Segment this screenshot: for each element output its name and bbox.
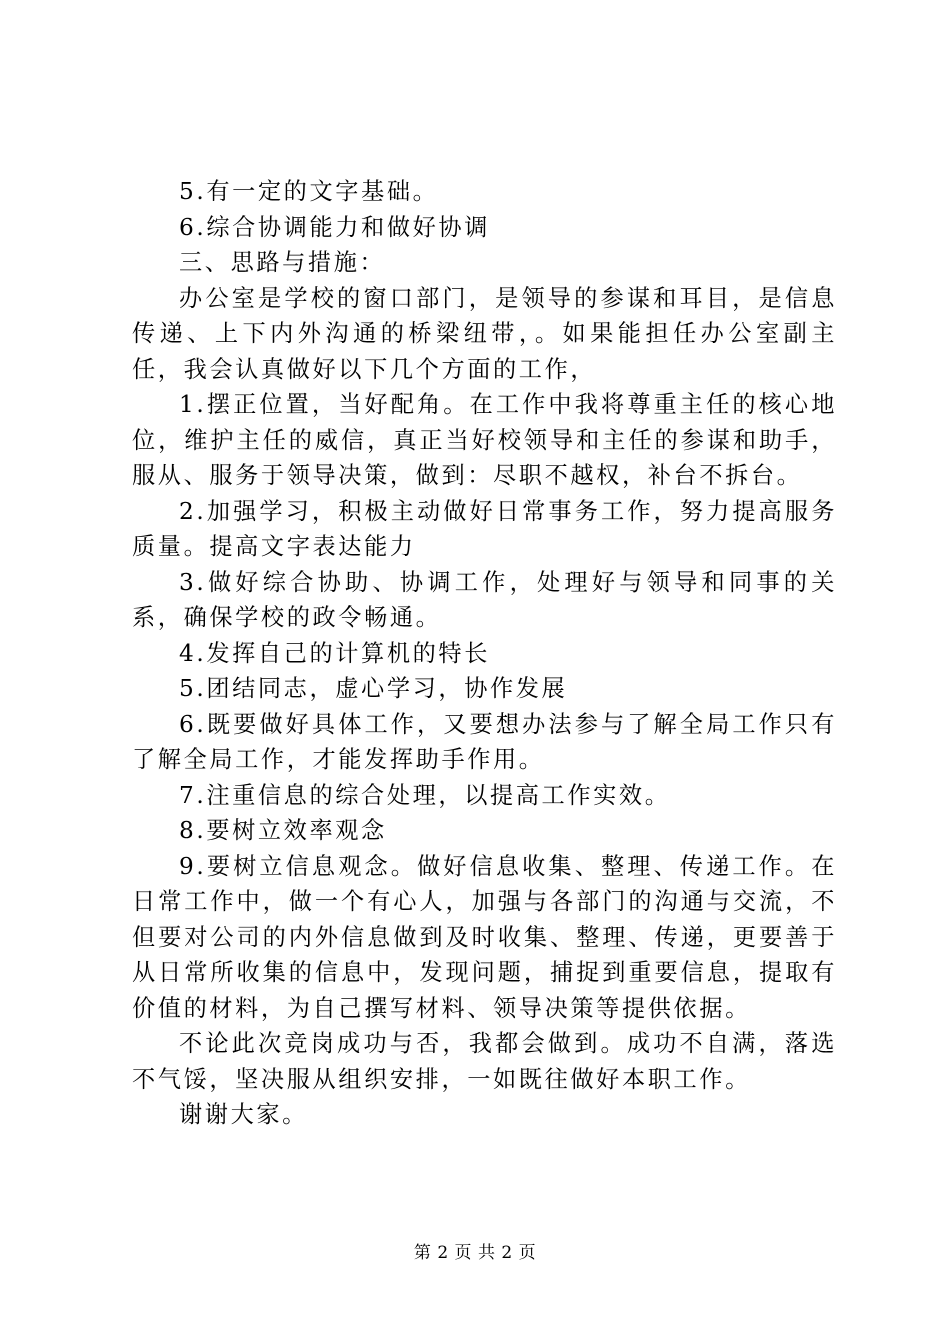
- document-body: [132, 174, 837, 1133]
- thanks-line: 谢谢大家。: [179, 1101, 308, 1128]
- closing-paragraph: 不论此次竞岗成功与否，我都会做到。成功不自满，落选不气馁，坚决服从组织安排，一如既往做好本职工作。: [132, 1030, 837, 1093]
- measure-item-9: 9.要树立信息观念。做好信息收集、整理、传递工作。在日常工作中，做一个有心人，加强与各部门的沟通与交流，不但要对公司的内外信息做到及时收集、整理、传递，更要善于从日常所收集的信息中，发现问题，捕捉到重要信息，提取有价值的材料，为自己撰写材料、领导决策等提供依据。: [132, 852, 837, 1022]
- section-heading: 三、思路与措施：: [179, 249, 386, 276]
- measure-item-4: 4.发挥自己的计算机的特长: [179, 639, 490, 667]
- measure-item-2: 2.加强学习，积极主动做好日常事务工作，努力提高服务质量。提高文字表达能力: [132, 497, 837, 560]
- paragraph-item-5: 5.有一定的文字基础。: [179, 178, 439, 205]
- measure-item-1: 1.摆正位置，当好配角。在工作中我将尊重主任的核心地位，维护主任的威信，真正当好校领导和主任的参谋和助手，服从、服务于领导决策，做到：尽职不越权，补台不拆台。: [132, 391, 837, 489]
- paragraph-item-6: 6.综合协调能力和做好协调: [179, 213, 490, 241]
- measure-item-6: 6.既要做好具体工作，又要想办法参与了解全局工作只有了解全局工作，才能发挥助手作用。: [132, 710, 837, 773]
- measure-item-8: 8.要树立效率观念: [179, 817, 387, 844]
- measure-item-3: 3.做好综合协助、协调工作，处理好与领导和同事的关系，确保学校的政令畅通。: [132, 568, 837, 631]
- page-footer: 第 2 页 共 2 页: [413, 1243, 537, 1263]
- measure-item-7: 7.注重信息的综合处理，以提高工作实效。: [179, 781, 671, 809]
- measure-item-5: 5.团结同志，虚心学习，协作发展: [179, 675, 568, 702]
- paragraph-intro: 办公室是学校的窗口部门，是领导的参谋和耳目，是信息传递、上下内外沟通的桥梁纽带，。如果能担任办公室副主任，我会认真做好以下几个方面的工作，: [132, 284, 837, 383]
